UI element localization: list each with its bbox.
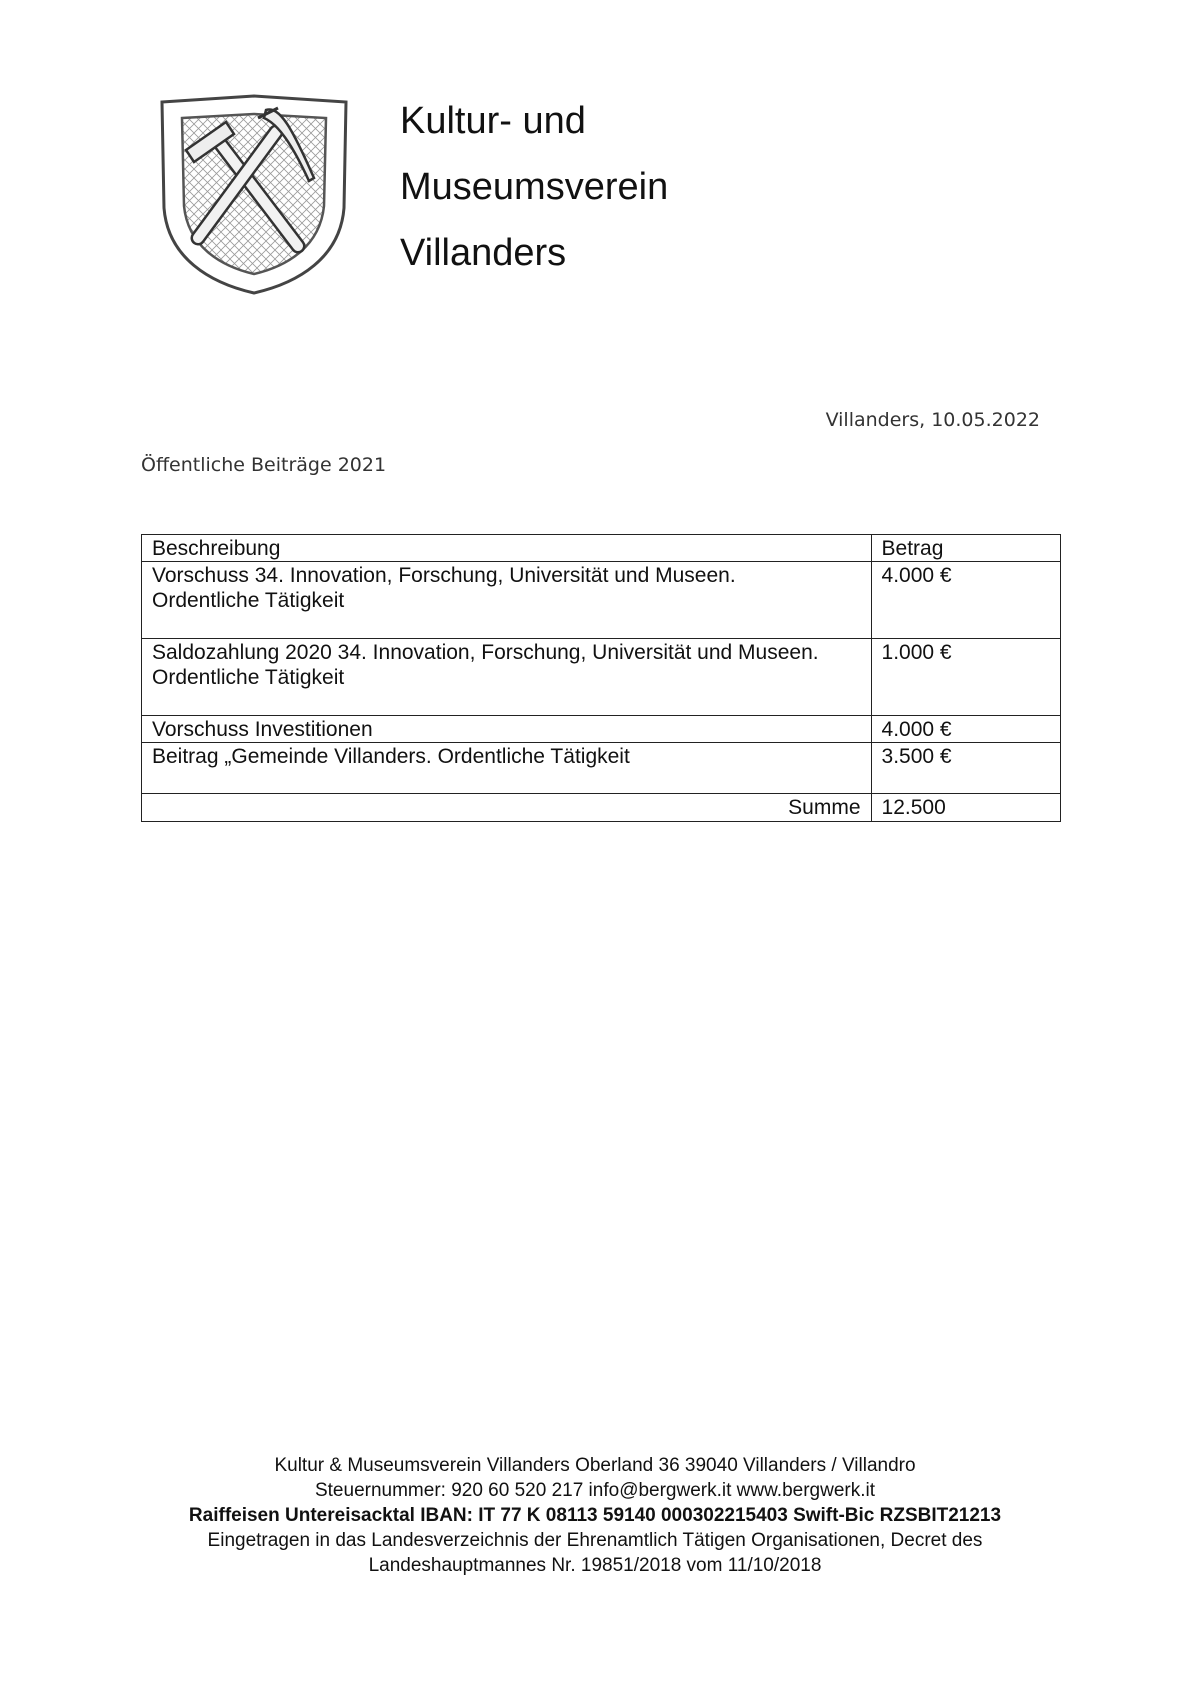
- document-date: Villanders, 10.05.2022: [825, 409, 1040, 431]
- shield-icon: [158, 88, 350, 298]
- row-amount: 4.000 €: [871, 716, 1060, 743]
- row-amount: 4.000 €: [871, 562, 1060, 639]
- table-row: [142, 716, 1061, 743]
- sum-value: 12.500: [871, 794, 1060, 822]
- footer-registration-line-1: Eingetragen in das Landesverzeichnis der Ehrenamtlich Tätigen Organisationen, Decret des: [207, 1530, 983, 1551]
- row-description-line: Ordentliche Tätigkeit: [152, 666, 345, 689]
- row-amount: 3.500 €: [871, 743, 1060, 794]
- footer-address: Kultur & Museumsverein Villanders Oberland 36 39040 Villanders / Villandro: [274, 1455, 916, 1476]
- organization-name-line-3: Villanders: [400, 232, 567, 274]
- table-row: [142, 639, 1061, 716]
- organization-name-line-2: Museumsverein: [400, 166, 669, 208]
- row-description-line: Vorschuss 34. Innovation, Forschung, Universität und Museen.: [152, 564, 736, 587]
- table-header-row: [142, 535, 1061, 562]
- row-description-line: Ordentliche Tätigkeit: [152, 589, 345, 612]
- table-row: [142, 562, 1061, 639]
- organization-name-line-1: Kultur- und: [400, 100, 586, 142]
- row-description: [142, 743, 872, 794]
- row-description-line: Vorschuss Investitionen: [152, 718, 373, 741]
- row-description-line: Beitrag „Gemeinde Villanders. Ordentliche Tätigkeit: [152, 745, 630, 768]
- letterhead-footer: [95, 1453, 1095, 1578]
- footer-registration-line-2: Landeshauptmannes Nr. 19851/2018 vom 11/10/2018: [368, 1555, 822, 1576]
- contributions-table: [141, 534, 1061, 822]
- row-description: [142, 562, 872, 639]
- organization-name: [400, 88, 668, 286]
- sum-label: Summe: [142, 794, 872, 822]
- table-row: [142, 743, 1061, 794]
- row-description-line: Saldozahlung 2020 34. Innovation, Forschung, Universität und Museen.: [152, 641, 819, 664]
- row-description: [142, 639, 872, 716]
- footer-bank-details: Raiffeisen Untereisacktal IBAN: IT 77 K 08113 59140 000302215403 Swift-Bic RZSBIT21213: [188, 1505, 1002, 1526]
- document-subject: Öffentliche Beiträge 2021: [141, 454, 387, 476]
- column-header-description: Beschreibung: [142, 535, 872, 562]
- coat-of-arms-logo: [158, 88, 350, 298]
- row-amount: 1.000 €: [871, 639, 1060, 716]
- row-description: [142, 716, 872, 743]
- table-sum-row: [142, 794, 1061, 822]
- footer-contact: Steuernummer: 920 60 520 217 info@bergwerk.it www.bergwerk.it: [314, 1480, 875, 1501]
- column-header-amount: Betrag: [871, 535, 1060, 562]
